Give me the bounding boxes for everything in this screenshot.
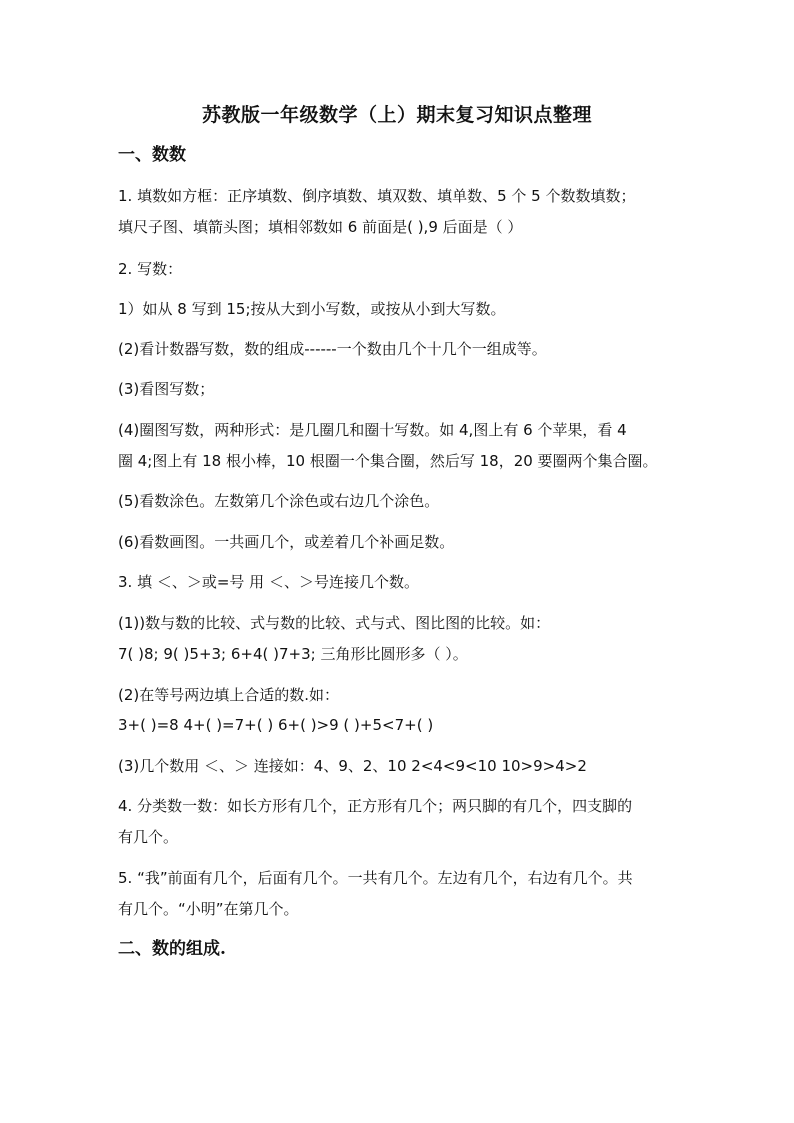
text-line: (3)看图写数； bbox=[118, 380, 215, 398]
text-line: 有几个。“小明”在第几个。 bbox=[118, 900, 299, 918]
text-line: (5)看数涂色。左数第几个涂色或右边几个涂色。 bbox=[118, 492, 440, 510]
section-heading-counting: 一、数数 bbox=[118, 145, 186, 165]
text-line: 填尺子图、填箭头图；填相邻数如 6 前面是( ),9 后面是（ ） bbox=[118, 218, 523, 236]
text-line: (1))数与数的比较、式与数的比较、式与式、图比图的比较。如： bbox=[118, 614, 551, 632]
text-line: (2)看计数器写数，数的组成------一个数由几个十几个一组成等。 bbox=[118, 340, 547, 358]
text-line: 3+( )=8 4+( )=7+( ) 6+( )>9 ( )+5<7+( ) bbox=[118, 716, 434, 734]
text-line: 3. 填 ＜、＞或=号 用 ＜、＞号连接几个数。 bbox=[118, 573, 419, 591]
document-title: 苏教版一年级数学（上）期末复习知识点整理 bbox=[201, 104, 592, 126]
text-line: 1. 填数如方框：正序填数、倒序填数、填双数、填单数、5 个 5 个数数填数； bbox=[118, 187, 636, 205]
text-line: 有几个。 bbox=[118, 828, 179, 846]
section-heading-number-composition: 二、数的组成. bbox=[118, 939, 226, 959]
text-line: (3)几个数用 ＜、＞ 连接如：4、9、2、10 2<4<9<10 10>9>4>2 bbox=[118, 757, 587, 775]
text-line: 5. “我”前面有几个，后面有几个。一共有几个。左边有几个，右边有几个。共 bbox=[118, 869, 633, 887]
text-line: 圈 4;图上有 18 根小棒，10 根圈一个集合圈，然后写 18，20 要圈两个集合圈。 bbox=[118, 452, 658, 470]
text-line: (2)在等号两边填上合适的数.如： bbox=[118, 686, 340, 704]
text-line: (4)圈图写数，两种形式：是几圈几和圈十写数。如 4,图上有 6 个苹果，看 4 bbox=[118, 421, 627, 439]
text-line: 7( )8; 9( )5+3; 6+4( )7+3; 三角形比圆形多（ ）。 bbox=[118, 645, 468, 663]
text-line: 2. 写数： bbox=[118, 260, 183, 278]
text-line: (6)看数画图。一共画几个，或差着几个补画足数。 bbox=[118, 533, 455, 551]
text-line: 1）如从 8 写到 15;按从大到小写数，或按从小到大写数。 bbox=[118, 300, 506, 318]
text-line: 4. 分类数一数：如长方形有几个，正方形有几个；两只脚的有几个，四支脚的 bbox=[118, 797, 633, 815]
